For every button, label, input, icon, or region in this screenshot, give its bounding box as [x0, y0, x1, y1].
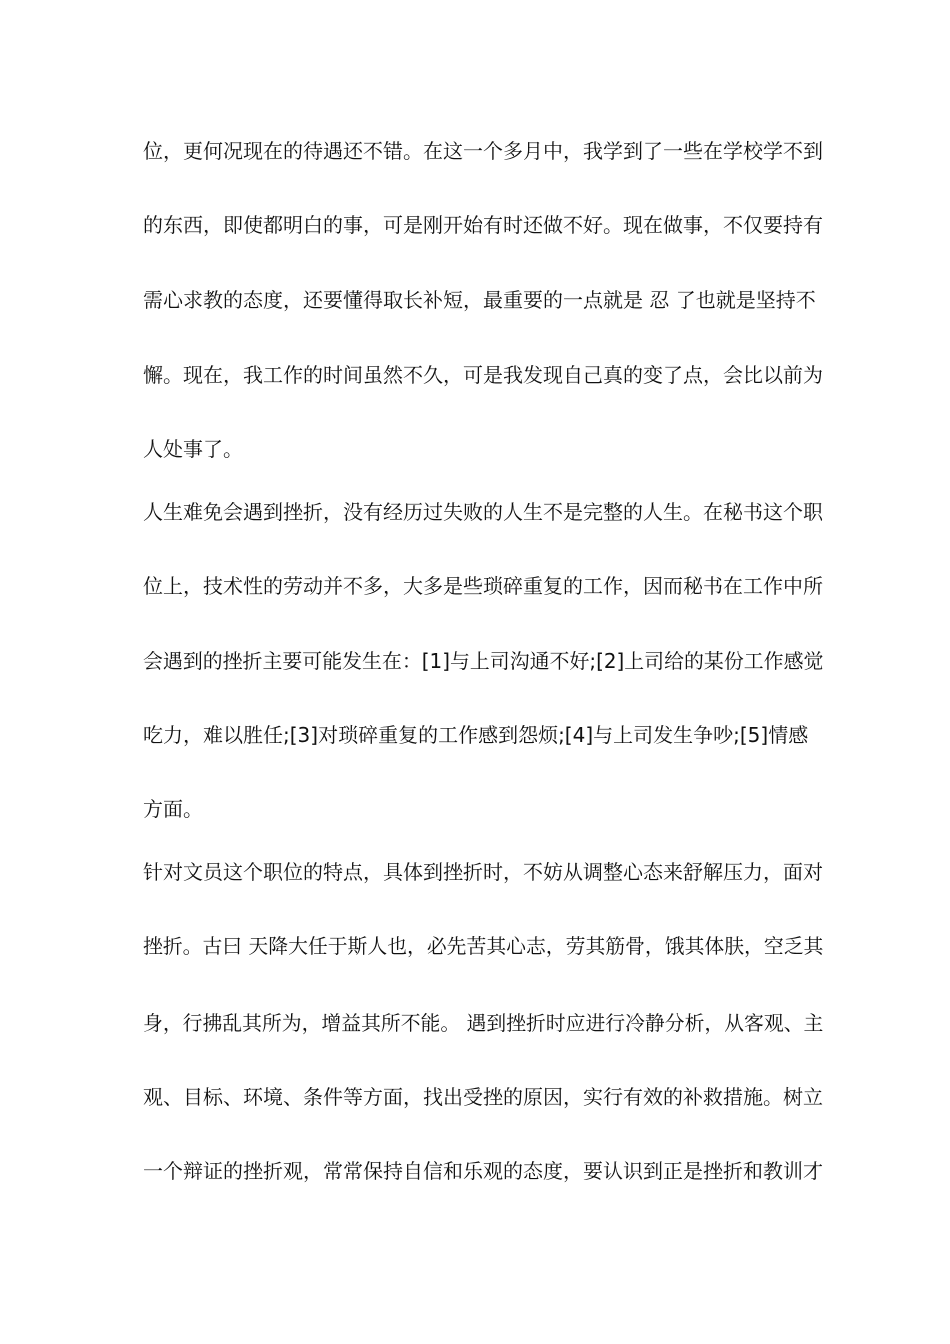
text-line-13: 身，行拂乱其所为，增益其所不能。 遇到挫折时应进行冷静分析，从客观、主	[143, 1011, 824, 1035]
text-line-4: 懈。现在，我工作的时间虽然不久，可是我发现自己真的变了点，会比以前为	[143, 363, 823, 387]
text-line-10: 方面。	[143, 797, 203, 821]
text-line-11: 针对文员这个职位的特点，具体到挫折时，不妨从调整心态来舒解压力，面对	[143, 860, 823, 884]
text-line-5: 人处事了。	[143, 437, 243, 461]
text-line-3: 需心求教的态度，还要懂得取长补短，最重要的一点就是 忍 了也就是坚持不	[143, 288, 816, 312]
text-line-7: 位上，技术性的劳动并不多，大多是些琐碎重复的工作，因而秘书在工作中所	[143, 574, 823, 598]
text-line-8: 会遇到的挫折主要可能发生在：[1]与上司沟通不好;[2]上司给的某份工作感觉	[143, 649, 824, 673]
text-line-6: 人生难免会遇到挫折，没有经历过失败的人生不是完整的人生。在秘书这个职	[143, 500, 823, 524]
text-line-1: 位，更何况现在的待遇还不错。在这一个多月中，我学到了一些在学校学不到	[143, 139, 823, 163]
text-line-2: 的东西，即使都明白的事，可是刚开始有时还做不好。现在做事，不仅要持有	[143, 213, 823, 237]
text-line-12: 挫折。古曰 天降大任于斯人也，必先苦其心志，劳其筋骨，饿其体肤，空乏其	[143, 934, 824, 958]
text-line-14: 观、目标、环境、条件等方面，找出受挫的原因，实行有效的补救措施。树立	[143, 1085, 823, 1109]
text-line-15: 一个辩证的挫折观，常常保持自信和乐观的态度，要认识到正是挫折和教训才	[143, 1159, 823, 1183]
text-line-9: 吃力，难以胜任;[3]对琐碎重复的工作感到怨烦;[4]与上司发生争吵;[5]情感	[143, 723, 809, 747]
